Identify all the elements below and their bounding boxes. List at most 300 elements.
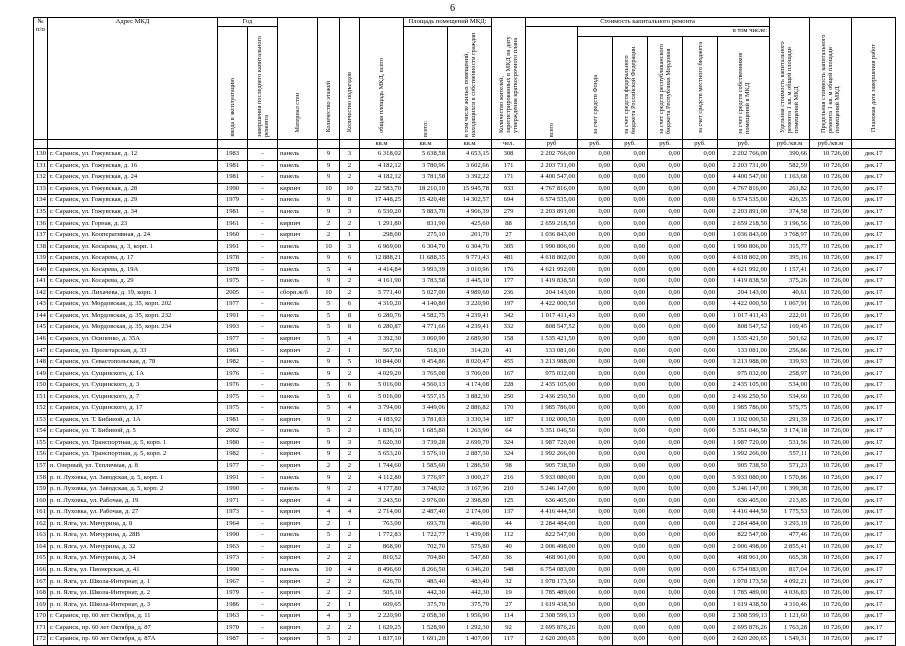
table-cell: 1960	[218, 229, 248, 241]
table-cell: 2 855,41	[770, 541, 810, 553]
table-cell: 2	[318, 622, 340, 634]
table-cell: дек.17	[852, 229, 896, 241]
table-cell: 0,00	[683, 264, 718, 276]
table-cell: кирпич	[278, 495, 318, 507]
table-cell: 142	[34, 287, 48, 299]
table-cell: дек.17	[852, 587, 896, 599]
table-cell: 1 017 411,43	[526, 310, 578, 322]
table-cell: 1 987 720,00	[526, 437, 578, 449]
table-cell: 0,00	[578, 472, 613, 484]
table-cell: 0,00	[613, 206, 648, 218]
table-cell: 1 992 266,00	[526, 449, 578, 461]
table-cell: панель	[278, 241, 318, 253]
table-cell: 2 174,00	[448, 506, 492, 518]
table-cell: 4 966,39	[448, 206, 492, 218]
table-cell: 308	[492, 149, 526, 161]
table-cell: дек.17	[852, 495, 896, 507]
table-cell: 0,00	[648, 449, 683, 461]
table-cell: 1 102 000,50	[526, 414, 578, 426]
table-cell: 0,00	[648, 264, 683, 276]
table-cell: 1 439,08	[448, 530, 492, 542]
table-cell: дек.17	[852, 149, 896, 161]
table-cell: 0,00	[578, 553, 613, 565]
table-cell: 3 449,06	[404, 403, 448, 415]
table-cell: 1 685,80	[404, 426, 448, 438]
table-row	[34, 264, 896, 276]
table-cell: 137	[34, 229, 48, 241]
table-cell: кирпич	[278, 576, 318, 588]
table-cell: кирпич	[278, 633, 318, 645]
table-cell: 1976	[218, 379, 248, 391]
table-cell: 10 726,00	[810, 518, 852, 530]
table-cell: 291,39	[770, 414, 810, 426]
table-cell: панель	[278, 310, 318, 322]
table-row	[34, 437, 896, 449]
table-cell: 5	[318, 264, 340, 276]
table-cell: 483,40	[448, 576, 492, 588]
table-cell: 332	[492, 322, 526, 334]
table-cell: 702,70	[404, 541, 448, 553]
table-cell: 468 961,00	[526, 553, 578, 565]
table-cell: 15 945,78	[448, 183, 492, 195]
table-cell: 4 771,66	[404, 322, 448, 334]
table-cell: 40,61	[770, 287, 810, 299]
table-cell: 3 993,39	[404, 264, 448, 276]
table-cell: 2	[318, 518, 340, 530]
table-cell: 0,00	[683, 633, 718, 645]
table-row	[34, 149, 896, 161]
table-cell: 15 420,48	[404, 195, 448, 207]
table-cell: 0,00	[613, 633, 648, 645]
table-cell: 2	[340, 530, 360, 542]
table-cell: 3 060,90	[404, 333, 448, 345]
table-row	[34, 587, 896, 599]
table-cell: 1 619 438,50	[526, 599, 578, 611]
table-cell: 298,00	[360, 229, 404, 241]
table-cell: 5 620,30	[360, 437, 404, 449]
table-cell: 256,86	[770, 345, 810, 357]
table-cell: 0,00	[613, 541, 648, 553]
table-row	[34, 483, 896, 495]
table-cell: кирпич	[278, 437, 318, 449]
table-cell: 3 700,00	[448, 368, 492, 380]
table-cell: дек.17	[852, 206, 896, 218]
table-row	[34, 206, 896, 218]
table-cell: 3 739,28	[404, 437, 448, 449]
table-cell: 0,00	[578, 379, 613, 391]
table-cell: г. Саранск, ул. Мордовская, д. 35, корп. 234	[48, 322, 218, 334]
table-cell: 468 961,00	[718, 553, 770, 565]
table-cell: дек.17	[852, 287, 896, 299]
table-cell: 10 726,00	[810, 206, 852, 218]
table-cell: 975 032,00	[526, 368, 578, 380]
table-cell: р. п. Ялга, ул. Школа-Интернат, д. 3	[48, 599, 218, 611]
table-cell: 6 346,20	[448, 564, 492, 576]
table-row	[34, 414, 896, 426]
table-cell: 10 726,00	[810, 276, 852, 288]
table-cell: 0,00	[683, 322, 718, 334]
table-cell: 167	[492, 368, 526, 380]
table-cell: 4 767 816,00	[718, 183, 770, 195]
table-cell: -	[248, 426, 278, 438]
table-cell: 176	[492, 264, 526, 276]
header-cost-local: за счет средств местного бюджета	[683, 36, 718, 139]
table-cell: 5 933 080,00	[718, 472, 770, 484]
table-cell: 0,00	[578, 460, 613, 472]
table-cell: 10 726,00	[810, 287, 852, 299]
table-row	[34, 576, 896, 588]
table-cell: сборн.ж/б	[278, 287, 318, 299]
table-cell: 1 407,00	[448, 633, 492, 645]
table-cell: 10 726,00	[810, 633, 852, 645]
header-cost-republic: за счет средств республиканского бюджета Республики Мордовия	[648, 36, 683, 139]
table-cell: 0,00	[578, 299, 613, 311]
unit-cell: руб	[526, 140, 578, 149]
table-cell: 10 726,00	[810, 437, 852, 449]
table-cell: г. Саранск, ул. Гожувская, д. 12	[48, 149, 218, 161]
table-cell: 3 220,90	[448, 299, 492, 311]
table-cell: 0,00	[683, 622, 718, 634]
table-cell: 2	[318, 229, 340, 241]
table-cell: 3 776,97	[404, 472, 448, 484]
unit-cell: руб./кв.м	[810, 140, 852, 149]
table-cell: панель	[278, 276, 318, 288]
table-cell: 151	[34, 391, 48, 403]
table-cell: 0,00	[683, 356, 718, 368]
table-cell: 1 036 843,00	[526, 229, 578, 241]
table-cell: 10 726,00	[810, 449, 852, 461]
table-cell: 44	[492, 518, 526, 530]
table-cell: 162	[34, 518, 48, 530]
table-cell: 0,00	[613, 622, 648, 634]
table-cell: 6 304,70	[404, 241, 448, 253]
table-cell: 0,00	[648, 252, 683, 264]
table-cell: 1963	[218, 541, 248, 553]
table-cell: -	[248, 172, 278, 184]
table-cell: 2 203 731,00	[526, 160, 578, 172]
table-cell: 160	[34, 495, 48, 507]
table-cell: 0,00	[683, 149, 718, 161]
table-cell: 2	[340, 472, 360, 484]
table-cell: 1 263,90	[448, 426, 492, 438]
table-cell: 1990	[218, 530, 248, 542]
table-cell: 10 844,00	[360, 356, 404, 368]
table-cell: 1990	[218, 564, 248, 576]
header-cost: Стоимость капитального ремонта	[526, 18, 770, 27]
table-cell: 1971	[218, 495, 248, 507]
table-cell: г. Саранск, ул. Севастопольская, д. 78	[48, 356, 218, 368]
table-cell: панель	[278, 403, 318, 415]
table-cell: 8 266,50	[404, 564, 448, 576]
table-cell: 1 775,53	[770, 506, 810, 518]
table-cell: 305	[492, 241, 526, 253]
table-cell: 0,00	[648, 218, 683, 230]
table-cell: 2	[340, 160, 360, 172]
table-cell: 146	[34, 333, 48, 345]
table-cell: 1	[340, 599, 360, 611]
table-cell: 1 691,20	[404, 633, 448, 645]
table-cell: 170	[492, 403, 526, 415]
table-cell: 0,00	[613, 333, 648, 345]
table-cell: 0,00	[683, 183, 718, 195]
table-cell: 582,59	[770, 160, 810, 172]
table-cell: 4 400 547,00	[718, 172, 770, 184]
table-cell: 0,00	[648, 414, 683, 426]
table-cell: 5	[318, 333, 340, 345]
table-cell: дек.17	[852, 437, 896, 449]
table-cell: 0,00	[648, 530, 683, 542]
table-cell: 147	[34, 345, 48, 357]
table-cell: 0,00	[578, 252, 613, 264]
table-cell: 275,10	[404, 229, 448, 241]
table-row	[34, 241, 896, 253]
table-cell: -	[248, 206, 278, 218]
table-cell: 3 748,92	[404, 483, 448, 495]
table-cell: р. п. Ялга, ул. Пионерская, д. 41	[48, 564, 218, 576]
table-cell: 1975	[218, 276, 248, 288]
table-cell: 505,10	[360, 587, 404, 599]
table-cell: 6 969,00	[360, 241, 404, 253]
header-cost-owners: за счет средств собственников помещений в МКД	[718, 36, 770, 139]
table-cell: дек.17	[852, 460, 896, 472]
table-cell: 3	[340, 610, 360, 622]
table-cell: 0,00	[683, 587, 718, 599]
unit-cell: руб.	[718, 140, 770, 149]
table-cell: 1 535 421,50	[526, 333, 578, 345]
table-cell: 1986	[218, 599, 248, 611]
table-cell: 10 726,00	[810, 252, 852, 264]
table-cell: 6 574 535,00	[718, 195, 770, 207]
table-row	[34, 322, 896, 334]
table-cell: 483,40	[404, 576, 448, 588]
table-cell: 1973	[218, 506, 248, 518]
table-cell: 3 781,58	[404, 172, 448, 184]
table-cell: дек.17	[852, 530, 896, 542]
table-cell: 4 414,84	[360, 264, 404, 276]
table-cell: г. Саранск, ул. Косарева, д. 29	[48, 276, 218, 288]
table-cell: панель	[278, 368, 318, 380]
table-cell: г. Саранск, ул. Гожувская, д. 34	[48, 206, 218, 218]
table-cell: г. Саранск, ул. Сущинского, д. 17	[48, 403, 218, 415]
table-cell: 0,00	[613, 610, 648, 622]
table-cell: кирпич	[278, 541, 318, 553]
table-cell: 1 837,10	[360, 633, 404, 645]
table-cell: 4 310,46	[770, 599, 810, 611]
table-cell: дек.17	[852, 553, 896, 565]
table-cell: 250	[492, 391, 526, 403]
table-row	[34, 633, 896, 645]
table-cell: 10 726,00	[810, 610, 852, 622]
table-cell: 2 976,00	[404, 495, 448, 507]
unit-cell: руб.	[613, 140, 648, 149]
table-cell: 10 726,00	[810, 310, 852, 322]
table-cell: панель	[278, 264, 318, 276]
table-cell: 0,00	[648, 206, 683, 218]
table-cell: 0,00	[683, 391, 718, 403]
table-cell: дек.17	[852, 449, 896, 461]
table-cell: 0,00	[613, 252, 648, 264]
table-cell: панель	[278, 356, 318, 368]
table-cell: 636 405,00	[718, 495, 770, 507]
table-cell: 1981	[218, 206, 248, 218]
table-cell: -	[248, 276, 278, 288]
table-cell: -	[248, 195, 278, 207]
table-cell: 1 121,60	[770, 610, 810, 622]
table-cell: 0,00	[648, 310, 683, 322]
table-cell: 3 174,18	[770, 426, 810, 438]
table-cell: 0,00	[648, 564, 683, 576]
table-cell: 0,00	[578, 633, 613, 645]
table-cell: 0,00	[578, 276, 613, 288]
table-cell: -	[248, 530, 278, 542]
table-cell: 10 726,00	[810, 472, 852, 484]
table-cell: 4 036,83	[770, 587, 810, 599]
table-cell: 163	[34, 530, 48, 542]
table-cell: 0,00	[648, 287, 683, 299]
table-cell: 10 726,00	[810, 403, 852, 415]
table-cell: 10 726,00	[810, 599, 852, 611]
table-cell: 11 688,35	[404, 252, 448, 264]
table-cell: 5	[318, 299, 340, 311]
table-cell: 2	[318, 599, 340, 611]
table-cell: 0,00	[683, 506, 718, 518]
table-body	[34, 149, 896, 646]
table-cell: 0,00	[683, 610, 718, 622]
table-cell: 1 291,80	[360, 218, 404, 230]
table-cell: 0,00	[648, 149, 683, 161]
table-cell: 0,00	[648, 610, 683, 622]
table-cell: 2	[340, 172, 360, 184]
table-cell: р. п. Луховка, ул. Заводская, д. 5, корп. 2	[48, 483, 218, 495]
table-cell: дек.17	[852, 252, 896, 264]
table-cell: 2 695 876,26	[718, 622, 770, 634]
table-cell: 10 726,00	[810, 356, 852, 368]
table-cell: -	[248, 449, 278, 461]
table-cell: 3	[340, 241, 360, 253]
table-cell: 2 689,90	[448, 333, 492, 345]
table-cell: 0,00	[683, 437, 718, 449]
table-cell: 2 887,30	[448, 449, 492, 461]
table-cell: 425,60	[448, 218, 492, 230]
table-cell: кирпич	[278, 345, 318, 357]
table-cell: 0,00	[648, 183, 683, 195]
table-cell: 324	[492, 437, 526, 449]
table-cell: 204 143,00	[526, 287, 578, 299]
table-cell: 0,00	[613, 483, 648, 495]
table-cell: 0,00	[683, 449, 718, 461]
units-row	[34, 140, 896, 149]
table-cell: кирпич	[278, 218, 318, 230]
table-cell: 0,00	[648, 553, 683, 565]
table-cell: 170	[34, 610, 48, 622]
table-cell: -	[248, 587, 278, 599]
table-cell: 5	[318, 391, 340, 403]
table-row	[34, 541, 896, 553]
unit-cell: кв.м	[404, 140, 448, 149]
table-cell: 0,00	[613, 310, 648, 322]
table-cell: -	[248, 368, 278, 380]
table-cell: 4 140,80	[404, 299, 448, 311]
table-cell: 0,00	[648, 506, 683, 518]
table-cell: 169	[34, 599, 48, 611]
table-cell: дек.17	[852, 368, 896, 380]
table-cell: 2	[318, 553, 340, 565]
table-cell: 0,00	[683, 460, 718, 472]
table-cell: -	[248, 403, 278, 415]
table-cell: кирпич	[278, 553, 318, 565]
table-cell: 0,00	[613, 553, 648, 565]
table-cell: 1 619 438,50	[718, 599, 770, 611]
table-cell: 201,70	[448, 229, 492, 241]
table-cell: 0,00	[683, 483, 718, 495]
table-cell: 2 284 484,00	[718, 518, 770, 530]
table-cell: 342	[492, 310, 526, 322]
table-cell: 1993	[218, 322, 248, 334]
table-cell: 6	[340, 299, 360, 311]
table-cell: кирпич	[278, 518, 318, 530]
table-cell: 1 549,31	[770, 633, 810, 645]
table-cell: 0,00	[578, 495, 613, 507]
table-cell: дек.17	[852, 172, 896, 184]
table-cell: 531,56	[770, 437, 810, 449]
table-cell: 0,00	[613, 460, 648, 472]
table-cell: г. Саранск, ул. Сущинского, д. 3	[48, 379, 218, 391]
table-cell: 390,66	[770, 149, 810, 161]
table-cell: 4 182,12	[360, 160, 404, 172]
table-cell: -	[248, 518, 278, 530]
table-cell: 0,00	[578, 506, 613, 518]
table-cell: 665,38	[770, 553, 810, 565]
table-cell: -	[248, 633, 278, 645]
table-cell: 2 006 498,00	[526, 541, 578, 553]
table-row	[34, 599, 896, 611]
table-cell: кирпич	[278, 460, 318, 472]
table-cell: 0,00	[648, 276, 683, 288]
table-cell: -	[248, 149, 278, 161]
table-cell: 3 794,00	[360, 403, 404, 415]
table-cell: 2 436 250,50	[526, 391, 578, 403]
table-cell: 4 182,12	[360, 172, 404, 184]
table-cell: 1 763,28	[770, 622, 810, 634]
table-cell: 4 422 000,50	[526, 299, 578, 311]
table-cell: 822 547,00	[526, 530, 578, 542]
table-cell: 2	[340, 633, 360, 645]
table-cell: 395,16	[770, 252, 810, 264]
table-cell: 2	[318, 460, 340, 472]
table-cell: 2	[340, 426, 360, 438]
table-cell: 0,00	[578, 149, 613, 161]
table-cell: 0,00	[613, 576, 648, 588]
table-cell: 0,00	[613, 160, 648, 172]
table-cell: панель	[278, 483, 318, 495]
table-cell: 2 308 599,13	[718, 610, 770, 622]
table-cell: 2	[318, 218, 340, 230]
table-cell: 10 726,00	[810, 495, 852, 507]
table-cell: г. Саранск, ул. Сущинского, д. 7	[48, 391, 218, 403]
unit-cell: руб.	[578, 140, 613, 149]
table-cell: 0,00	[613, 495, 648, 507]
table-cell: 0,00	[578, 530, 613, 542]
table-cell: 261,82	[770, 183, 810, 195]
table-cell: 130	[34, 149, 48, 161]
table-cell: 164	[34, 541, 48, 553]
table-cell: 575,80	[448, 541, 492, 553]
header-area-total: общая площадь МКД, всего	[360, 18, 404, 140]
table-cell: дек.17	[852, 483, 896, 495]
table-cell: 10 726,00	[810, 299, 852, 311]
table-cell: 5 027,00	[404, 287, 448, 299]
table-row	[34, 229, 896, 241]
